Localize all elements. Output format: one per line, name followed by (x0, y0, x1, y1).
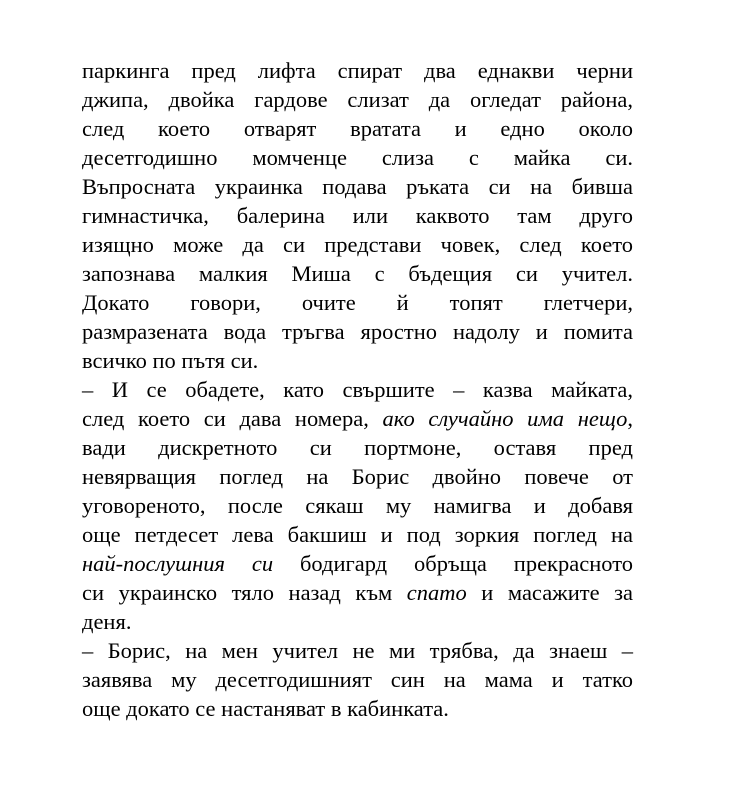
italic-text: ако случайно има нещо (382, 406, 628, 431)
text-line: уговореното, после сякаш му намигва и добавя (82, 493, 633, 518)
text-line: заявява му десетгодишният син на мама и татко (82, 667, 633, 692)
text-line (82, 549, 633, 578)
text-line: гимнастичка, балерина или каквото там друго (82, 203, 633, 228)
text-line: десетгодишно момченце слиза с майка си. (82, 145, 633, 170)
italic-text: спато (406, 580, 467, 605)
text-line: запознава малкия Миша с бъдещия си учител. (82, 261, 633, 286)
text-line (82, 578, 633, 607)
text-line: – И се обадете, като свършите – казва майката, (82, 377, 633, 402)
text-line: размразената вода тръгва яростно надолу и помита (82, 319, 633, 344)
text-line: джипа, двойка гардове слизат да огледат района, (82, 87, 633, 112)
text-run: бодигард обръща прекрасното (273, 551, 633, 576)
text-run: си украинско тяло назад към (82, 580, 407, 605)
paragraph-3 (82, 636, 633, 723)
text-run: и масажите за (466, 580, 633, 605)
text-run: , (627, 406, 633, 431)
text-line: всичко по пътя си. (82, 348, 259, 373)
text-line: паркинга пред лифта спират два еднакви черни (82, 58, 633, 83)
text-line: след което отварят вратата и едно около (82, 116, 633, 141)
text-line (82, 404, 633, 433)
italic-text: най-послушния си (82, 551, 274, 576)
text-line: още докато се настаняват в кабинката. (82, 696, 449, 721)
text-line: Докато говори, очите й топят глетчери, (82, 290, 633, 315)
text-line: – Борис, на мен учител не ми трябва, да знаеш – (82, 638, 633, 663)
text-line: още петдесет лева бакшиш и под зоркия поглед на (82, 522, 633, 547)
paragraph-1 (82, 56, 633, 375)
paragraph-2 (82, 375, 633, 636)
text-line: деня. (82, 609, 132, 634)
text-line: изящно може да си представи човек, след което (82, 232, 633, 257)
text-run: след което си дава номера, (82, 406, 383, 431)
text-line: Въпросната украинка подава ръката си на бивша (82, 174, 633, 199)
text-line: невярващия поглед на Борис двойно повече от (82, 464, 633, 489)
text-line: вади дискретното си портмоне, оставя пред (82, 435, 633, 460)
document-page (82, 56, 633, 723)
